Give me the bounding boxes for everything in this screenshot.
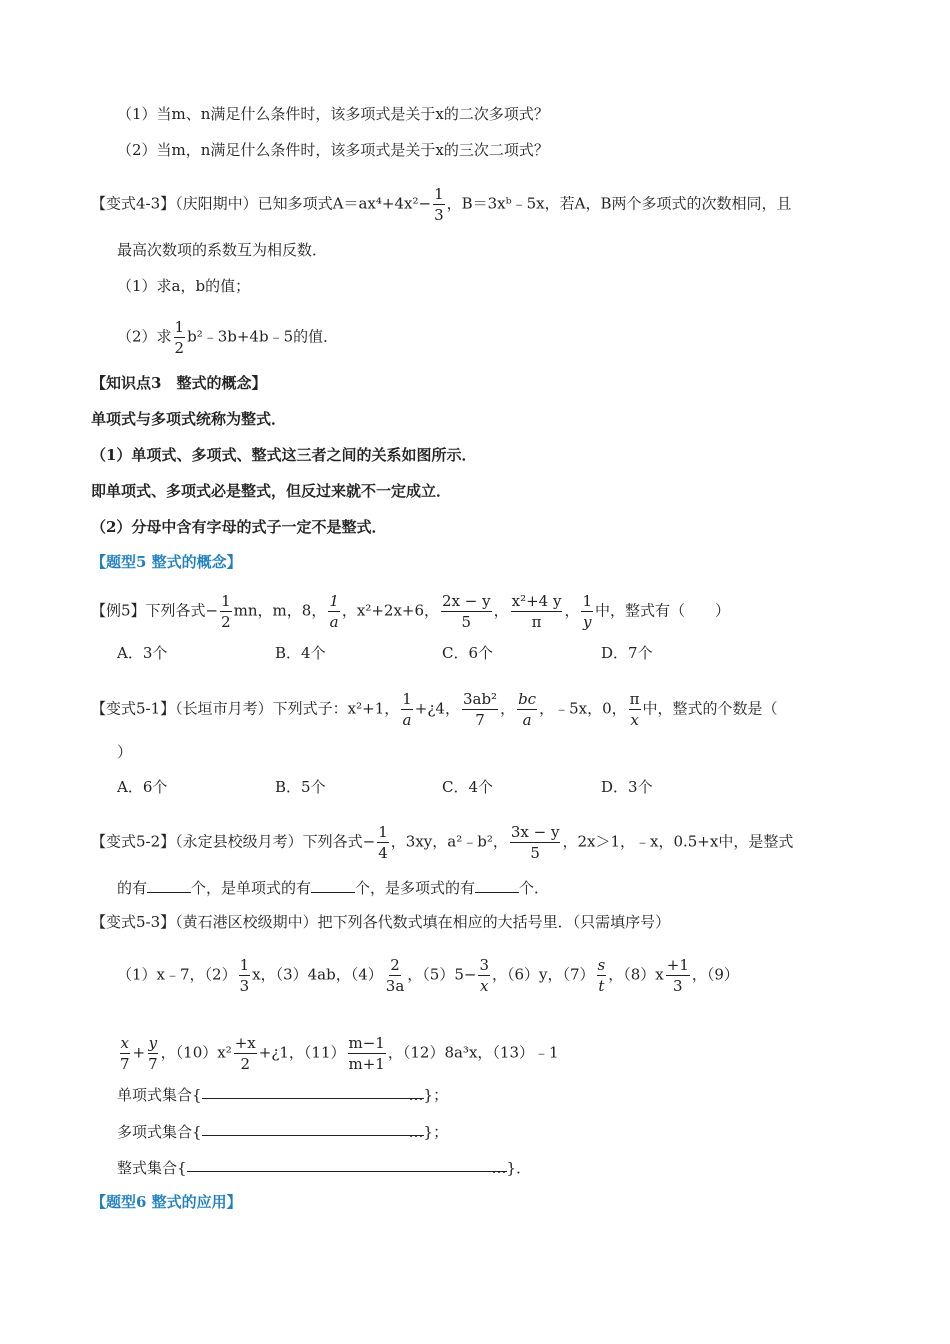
variant-5-3-row2: $\frac{x}{7}$ + $\frac{y}{7}$ ，（10）x² $\frac{+x}{2}$ +¿1，（11） $\frac{m-1}{m+1}$ ，（12）8a³x，（13）﹣1 xyxy=(120,1034,559,1073)
set-blank[interactable]: … xyxy=(187,1157,507,1172)
question-line-2: （2）当m，n满足什么条件时，该多项式是关于x的三次二项式？ xyxy=(117,141,549,159)
fraction: $\frac{3x - y}{5}$ xyxy=(510,823,560,862)
fraction: $\frac{1}{2}$ xyxy=(174,318,185,357)
option-c: C．6个 xyxy=(442,644,494,662)
knowledge-p2: （1）单项式、多项式、整式这三者之间的关系如图所示． xyxy=(91,446,477,464)
example-5: 【例5】下列各式− $\frac{1}{2}$ mn，m，8， $\frac{1}{a}$ ，x²+2x+6， $\frac{2x - y}{5}$ ， $\frac{\text{x²+4 y}}{\pi}$ ， $\frac{1}{y}$ 中，整式有（ ） xyxy=(91,592,731,631)
knowledge-title: 【知识点3 整式的概念】 xyxy=(91,374,267,392)
fraction: $\frac{\text{x²+4 y}}{\pi}$ xyxy=(511,592,562,631)
question-line-1: （1）当m、n满足什么条件时，该多项式是关于x的二次多项式？ xyxy=(117,105,549,123)
variant-5-3: 【变式5-3】（黄石港区校级期中）把下列各代数式填在相应的大括号里．（只需填序号） xyxy=(91,913,671,931)
topic-5-title: 【题型5 整式的概念】 xyxy=(91,553,242,571)
fraction: $\frac{3}{x}$ xyxy=(479,956,489,995)
knowledge-p4: （2）分母中含有字母的式子一定不是整式． xyxy=(91,518,387,536)
variant-4-3 xyxy=(91,184,792,225)
fraction: $\frac{+x}{2}$ xyxy=(234,1034,256,1073)
variant-5-1: 【变式5-1】（长垣市月考）下列式子：x²+1， $\frac{1}{a}$ +¿4， $\frac{\text{3ab²}}{7}$ ， $\frac{bc}{a}$ ，﹣5x，0， $\frac{\pi}{x}$ 中，整式的个数是（ xyxy=(91,690,778,729)
variant-text: ，B＝3xᵇ﹣5x，若A，B两个多项式的次数相同，且 xyxy=(446,194,792,213)
option-c: C．4个 xyxy=(442,778,494,796)
fraction: $\frac{+1}{3}$ xyxy=(666,956,689,995)
knowledge-p3: 即单项式、多项式必是整式，但反过来就不一定成立． xyxy=(91,482,452,500)
topic-6-title: 【题型6 整式的应用】 xyxy=(91,1193,242,1211)
set-blank[interactable]: … xyxy=(202,1084,424,1099)
fraction: $\frac{1}{a}$ xyxy=(329,592,339,631)
fraction: $\frac{y}{7}$ xyxy=(148,1034,158,1073)
option-d: D．3个 xyxy=(601,778,653,796)
fraction: $\frac{s}{t}$ xyxy=(597,956,606,995)
answer-blank[interactable] xyxy=(311,878,355,893)
fraction: $\frac{m-1}{m+1}$ xyxy=(348,1034,385,1073)
polynomial-set: 多项式集合{ …}； xyxy=(117,1123,449,1141)
option-d: D．7个 xyxy=(601,644,653,662)
knowledge-p1: 单项式与多项式统称为整式． xyxy=(91,410,287,428)
fraction: $\frac{1}{3}$ xyxy=(434,185,444,224)
fraction: $\frac{1}{3}$ xyxy=(239,956,250,995)
fraction: $\frac{x}{7}$ xyxy=(120,1034,130,1073)
option-b: B．5个 xyxy=(275,778,326,796)
option-b: B．4个 xyxy=(275,644,326,662)
variant-5-3-row1: （1）x﹣7，（2） $\frac{1}{3}$ x，（3）4ab，（4） $\frac{2}{3a}$ ，（5）5− $\frac{3}{x}$ ，（6）y，（7） $\frac{s}{t}$ ，（8）x $\frac{+1}{3}$ ，（9） xyxy=(117,956,739,995)
set-blank[interactable]: … xyxy=(202,1121,424,1136)
fraction: $\frac{\text{3ab²}}{7}$ xyxy=(462,690,498,729)
fraction: $\frac{bc}{a}$ xyxy=(518,690,537,729)
answer-blank[interactable] xyxy=(475,878,519,893)
fraction: $\frac{1}{4}$ xyxy=(378,823,388,862)
option-a: A．6个 xyxy=(117,778,168,796)
fraction: $\frac{1}{y}$ xyxy=(582,592,593,631)
variant-5-2-cont: 的有 个，是单项式的有 个，是多项式的有 个． xyxy=(117,879,550,897)
fraction: $\frac{2x - y}{5}$ xyxy=(442,592,491,631)
integral-set: 整式集合{ …}． xyxy=(117,1159,532,1177)
monomial-set: 单项式集合{ …}； xyxy=(117,1086,449,1104)
variant-text: （庆阳期中）已知多项式A＝ax⁴+4x²− xyxy=(175,194,432,213)
variant-4-3-q2: （2）求 $\frac{1}{2}$ b²﹣3b+4b﹣5的值． xyxy=(117,318,339,357)
fraction: $\frac{1}{2}$ xyxy=(221,592,231,631)
fraction: $\frac{2}{3a}$ xyxy=(385,956,405,995)
variant-4-3-cont: 最高次数项的系数互为相反数． xyxy=(117,241,328,259)
fraction: $\frac{\pi}{x}$ xyxy=(629,690,640,729)
variant-5-2: 【变式5-2】（永定县校级月考）下列各式− $\frac{1}{4}$ ，3xy，a²﹣b²， $\frac{3x - y}{5}$ ，2x＞1，﹣x，0.5+x中，是整式 xyxy=(91,823,794,862)
fraction: $\frac{1}{a}$ xyxy=(402,690,412,729)
variant-5-1-cont: ） xyxy=(117,743,133,761)
variant-4-3-q1: （1）求a，b的值； xyxy=(117,277,251,295)
variant-label: 【变式4-3】 xyxy=(91,194,176,213)
option-a: A．3个 xyxy=(117,644,168,662)
answer-blank[interactable] xyxy=(147,878,191,893)
